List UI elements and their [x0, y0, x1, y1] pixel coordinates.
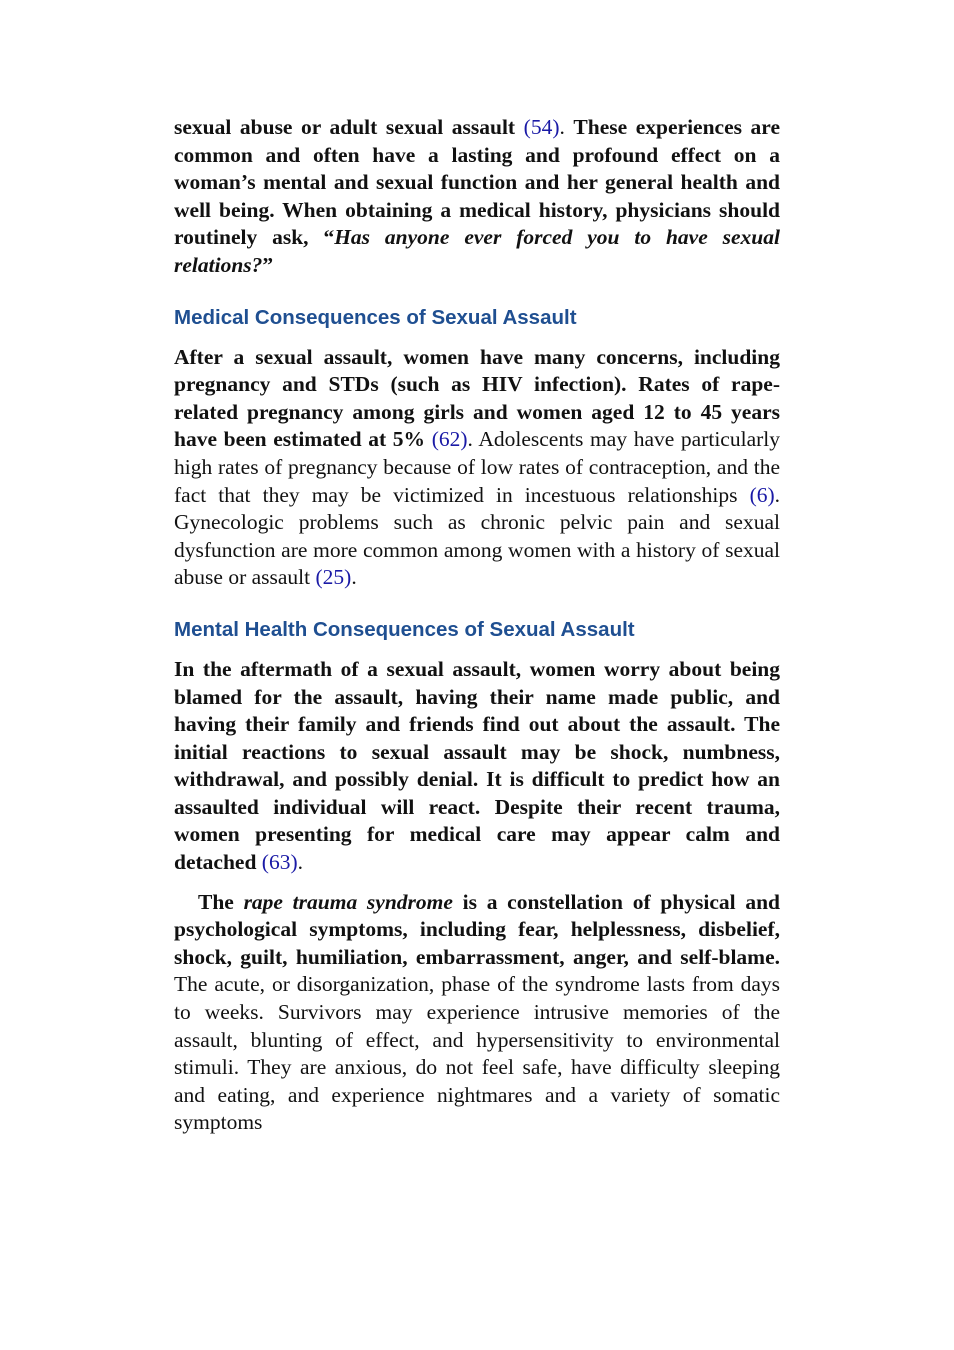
- mental-para2-text: The acute, or disorganization, phase of the syndrome lasts from days to weeks. Survivors may experience intrusive memories of the assault, blunting of effect, and hypersensitivity to environmental stimuli. They are anxious, do not feel safe, have difficulty sleeping and eating, and experience nightmares and a variety of somatic symptoms: [174, 972, 780, 1135]
- intro-bold-text: sexual abuse or adult sexual assault: [174, 115, 516, 139]
- medical-text-c: .: [351, 565, 357, 590]
- citation-6-link[interactable]: (6): [749, 482, 775, 507]
- mental-health-paragraph-1: [174, 656, 780, 877]
- intro-paragraph: [174, 114, 780, 280]
- mental-para2-bold-a: The: [198, 889, 234, 914]
- citation-54-link[interactable]: (54): [523, 115, 560, 139]
- mental-para2-bold-b: is a constellation of physical and psychological symptoms, including fear, helplessness, disbelief, shock, guilt, humiliation, embarrassment, anger, and self-blame.: [174, 889, 781, 969]
- rape-trauma-syndrome-term: rape trauma syndrome: [243, 889, 453, 914]
- mental-health-paragraph-2: [174, 889, 780, 1137]
- citation-62-link[interactable]: (62): [431, 427, 468, 452]
- medical-text-a: . Adolescents may have particularly high rates of pregnancy because of low rates of contraception, and the fact that they may be victimized in incestuous relationships: [174, 427, 781, 507]
- intro-period: .: [559, 115, 565, 139]
- mental-health-consequences-heading: Mental Health Consequences of Sexual Assault: [174, 617, 635, 641]
- citation-63-link[interactable]: (63): [261, 850, 298, 875]
- medical-text-b: . Gynecologic problems such as chronic pelvic pain and sexual dysfunction are more common among women with a history of sexual abuse or assault: [174, 482, 781, 590]
- mental-para1-end: .: [297, 850, 303, 875]
- medical-bold-text: After a sexual assault, women have many concerns, including pregnancy and STDs (such as HIV infection). Rates of rape-related pregnancy among girls and women aged 12 to 45 years have been estimated at 5%: [174, 344, 780, 452]
- document-page: [174, 114, 780, 1137]
- intro-question: Has anyone ever forced you to have sexual relations?: [174, 225, 780, 277]
- citation-25-link[interactable]: (25): [315, 565, 352, 590]
- intro-bold-continuation: These experiences are common and often have a lasting and profound effect on a woman’s mental and sexual function and her general health and well being. When obtaining a medical history, physicians should routinely ask, “: [174, 115, 781, 250]
- medical-consequences-heading: Medical Consequences of Sexual Assault: [174, 305, 577, 329]
- mental-para1-bold: In the aftermath of a sexual assault, women worry about being blamed for the assault, having their name made public, and having their family and friends find out about the assault. The initial reactions to sexual assault may be shock, numbness, withdrawal, and possibly denial. It is difficult to predict how an assaulted individual will react. Despite their recent trauma, women presenting for medical care may appear calm and detached: [174, 656, 780, 875]
- intro-close-quote: ”: [262, 252, 274, 277]
- medical-consequences-paragraph: [174, 344, 780, 592]
